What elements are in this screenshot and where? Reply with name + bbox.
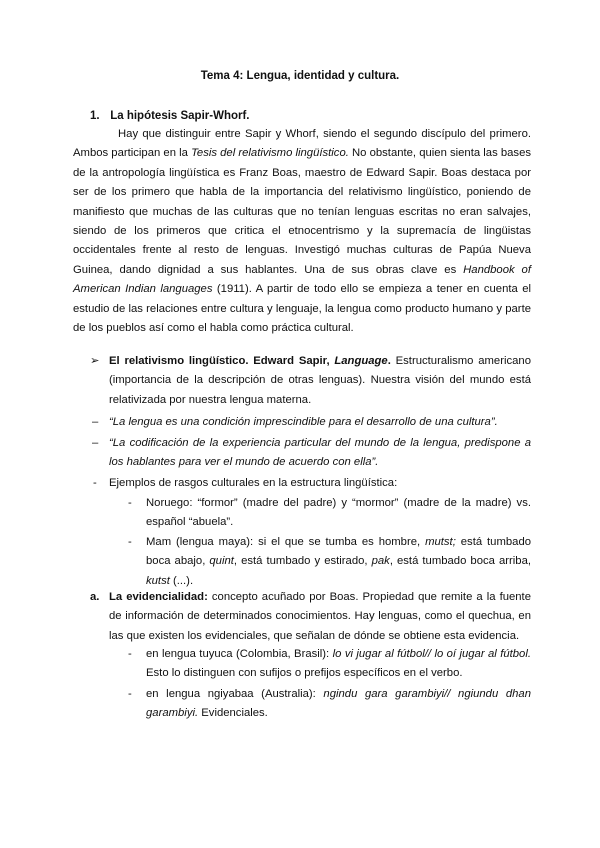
list-item-text: Ejemplos de rasgos culturales en la estructura lingüística: [109,477,398,489]
term-heading: La evidencialidad: [109,591,208,603]
example-word: quint [209,555,234,568]
plain-text: Mam (lengua maya): si el que se tumba es hombre, [146,536,426,548]
book-title: Language [334,355,388,367]
plain-text: , está tumbado y estirado, [233,555,372,568]
sublist-item-text [146,533,531,591]
paragraph-intro [73,125,531,338]
section-heading-text: La hipótesis Sapir-Whorf. [110,110,250,122]
paragraph-text: (1911). A partir de todo ello se empieza a tener en cuenta el estudio de las relaciones entre cultura y lenguaje, la lengua como producto humano y parte de los pueblos así como el habla como práctica cultural. [73,283,531,335]
plain-text: concepto acuñado por Boas. Propiedad que remite a la fuente de información de determinados conocimientos. Hay lenguas, como el quechua, en las que existen los evidenciales, que señalan de dónde se obtiene esta evidencia. [109,591,531,642]
sublist-item-text [146,685,531,724]
plain-text: , está tumbado boca arriba, [389,555,531,568]
quote-text: “La lengua es una condición imprescindible para el desarrollo de una cultura”. [109,416,498,428]
plain-text: Evidenciales. [198,707,268,720]
plain-text: en lengua ngiyabaa (Australia): [146,688,324,700]
example-phrase: ngindu gara garambiyi// ngiundu dhan garambiyi. [146,688,531,720]
dash-bullet: – [92,416,99,428]
dash-bullet: – [92,437,99,449]
paragraph-text: Hay que distinguir entre Sapir y Whorf, siendo el segundo discípulo del primero. Ambos participan en la [73,128,531,160]
sublist-item-text [146,645,531,684]
example-word: pak [371,555,390,568]
bold-text: . [387,355,391,367]
section-number: 1. [90,110,100,122]
book-title: Handbook of American Indian languages [73,263,531,296]
plain-text: está tumbado boca abajo, [146,536,532,568]
dash-bullet: - [128,536,132,548]
paragraph-text: No obstante, quien sienta las bases de la antropología lingüística es Franz Boas, maestro de Edward Sapir. Boas destaca por ser de los primero que habla de la importancia del relativismo lingüístico, poniendo de manifiesto que muchas de las culturas que no tenían lenguas escritas no eran salvajes, siendo de los primeros que critica el etnocentrismo y la supremacía de lingüistas occidentales frente al resto de lenguas. Investigó muchas culturas de Papúa Nueva Guinea, dando dignidad a sus hablantes. Una de sus obras clave es [73,147,531,276]
section-heading [90,110,250,122]
dash-bullet: - [93,477,97,489]
section-letter: a. [90,591,100,603]
dash-bullet: - [128,688,132,700]
dash-bullet: - [128,648,132,660]
plain-text: en lengua tuyuca (Colombia, Brasil): [146,648,333,660]
sublist-item-text: Noruego: “formor” (madre del padre) y “mormor” (madre de la madre) vs. español “abuela”. [146,497,531,529]
dash-bullet: - [128,497,132,509]
list-item-text [109,352,531,410]
plain-text: (...). [169,574,194,587]
section-text [109,588,531,646]
document-title: Tema 4: Lengua, identidad y cultura. [200,70,400,82]
book-title: Tesis del relativismo lingüístico. [191,147,349,160]
example-phrase: lo vi jugar al fútbol// lo oí jugar al fútbol. [332,648,531,660]
example-word: mutst; [425,536,456,548]
bold-text: El relativismo lingüístico. Edward Sapir, [109,355,335,367]
arrow-bullet-icon: ➢ [90,355,100,367]
plain-text: Esto lo distinguen con sufijos o prefijos específicos en el verbo. [146,667,463,680]
plain-text: Estructuralismo americano (importancia de la descripción de otras lenguas). Nuestra visión del mundo está relativizada por nuestra lengua materna. [109,355,531,406]
example-word: kutst [146,574,170,587]
quote-text: “La codificación de la experiencia particular del mundo de la lengua, predispone a los hablantes para ver el mundo de acuerdo con ella”. [109,437,531,469]
